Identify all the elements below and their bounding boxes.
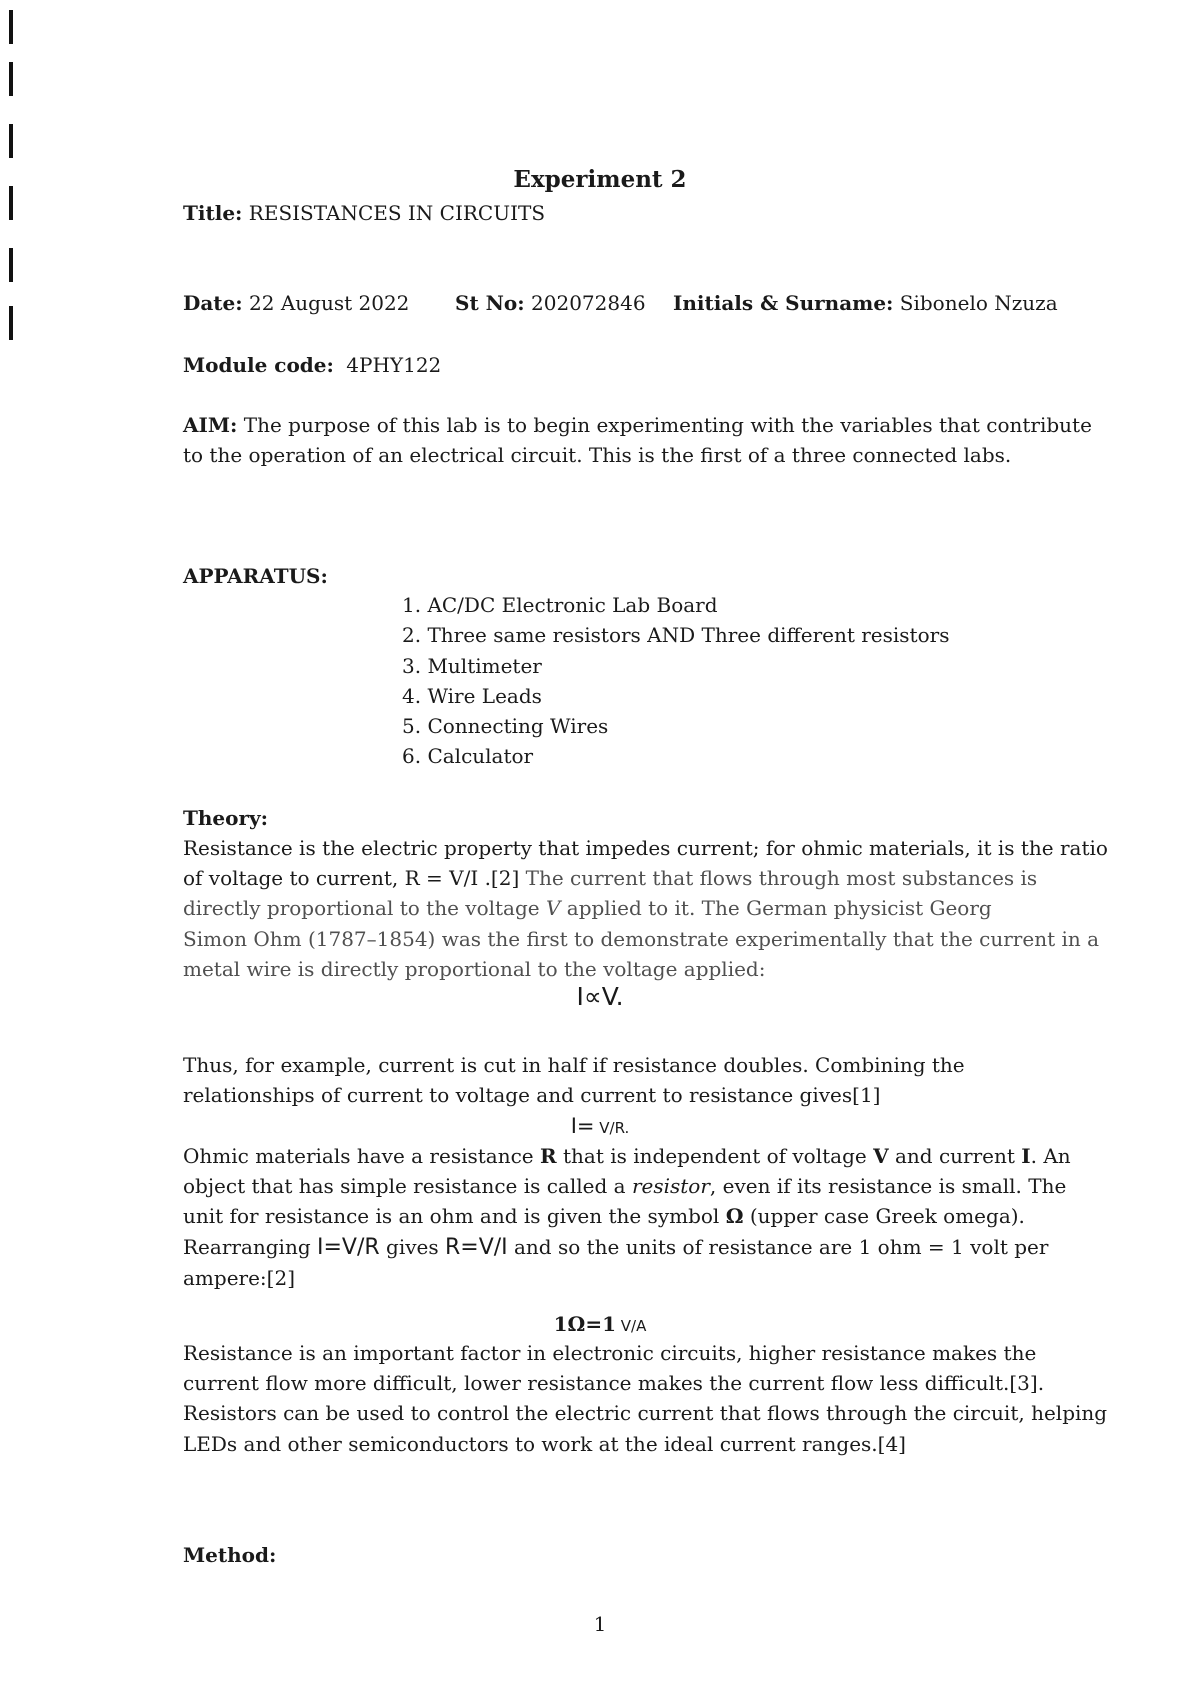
list-item: 3. Multimeter bbox=[402, 653, 542, 678]
theory-line: The current that flows through most substances is bbox=[519, 866, 1038, 891]
list-item: 4. Wire Leads bbox=[402, 683, 542, 708]
theory-line: directly proportional to the voltage bbox=[183, 896, 546, 921]
theory-paragraph-2 bbox=[183, 1050, 1063, 1110]
ohmic-text: gives bbox=[379, 1234, 445, 1259]
name-field bbox=[673, 288, 1058, 318]
equation-lhs: 1Ω=1 bbox=[553, 1312, 617, 1336]
equation-ohms-law bbox=[0, 1112, 1200, 1142]
theory-line: relationships of current to voltage and current to resistance gives[1] bbox=[183, 1083, 881, 1108]
ohmic-text: Rearranging bbox=[183, 1234, 317, 1259]
title-value: RESISTANCES IN CIRCUITS bbox=[248, 201, 546, 225]
revision-bar bbox=[9, 124, 13, 158]
ohmic-text: , even if its resistance is small. The bbox=[709, 1174, 1067, 1199]
theory-line: applied to it. The German physicist Georg bbox=[560, 896, 992, 921]
equation-ohm-unit bbox=[0, 1310, 1200, 1340]
date-label: Date: bbox=[183, 291, 243, 315]
theory-line: of voltage to current, R = V/I .[2] bbox=[183, 866, 520, 891]
ohmic-text: Ohmic materials have a resistance bbox=[183, 1144, 540, 1168]
module-code-field bbox=[183, 350, 441, 380]
equation-rhs: V/R. bbox=[594, 1119, 630, 1137]
list-item: 6. Calculator bbox=[402, 744, 534, 769]
ohmic-text: . An bbox=[1030, 1144, 1071, 1168]
aim-label: AIM: bbox=[183, 413, 238, 437]
revision-bar bbox=[9, 248, 13, 282]
title-line bbox=[183, 198, 545, 228]
variable-v: V bbox=[545, 896, 561, 921]
revision-bar bbox=[9, 10, 13, 44]
resistor-term: resistor bbox=[631, 1174, 710, 1199]
ohmic-text: that is independent of voltage bbox=[556, 1144, 874, 1168]
theory-line: Simon Ohm (1787–1854) was the first to demonstrate experimentally that the current in a bbox=[183, 926, 1100, 951]
theory-heading: Theory: bbox=[183, 806, 269, 830]
student-number-field bbox=[455, 288, 646, 318]
aim-line-2: to the operation of an electrical circuit. This is the first of a three connected labs. bbox=[183, 443, 1012, 468]
page-number: 1 bbox=[593, 1612, 607, 1636]
stno-label: St No: bbox=[455, 291, 525, 315]
variable-r: R bbox=[540, 1144, 557, 1168]
ohmic-text: and current bbox=[888, 1144, 1022, 1168]
ohmic-text: unit for resistance is an ohm and is given the symbol bbox=[183, 1204, 726, 1229]
theory-line: Resistance is an important factor in electronic circuits, higher resistance makes the bbox=[183, 1341, 1037, 1365]
ohmic-text: and so the units of resistance are 1 ohm = 1 volt per bbox=[507, 1234, 1049, 1259]
module-label: Module code: bbox=[183, 353, 334, 377]
aim-line-1: The purpose of this lab is to begin experimenting with the variables that contribute bbox=[243, 413, 1092, 437]
equation-rhs: V/A bbox=[616, 1317, 647, 1335]
aim-paragraph bbox=[183, 410, 1092, 470]
theory-line: Thus, for example, current is cut in half if resistance doubles. Combining the bbox=[183, 1053, 965, 1077]
equation-lhs: I= bbox=[570, 1114, 595, 1138]
name-value: Sibonelo Nzuza bbox=[899, 291, 1058, 315]
module-value: 4PHY122 bbox=[346, 353, 442, 377]
apparatus-heading: APPARATUS: bbox=[183, 564, 328, 588]
apparatus-list bbox=[402, 590, 949, 772]
theory-line: metal wire is directly proportional to the voltage applied: bbox=[183, 956, 766, 981]
list-item: 5. Connecting Wires bbox=[402, 714, 609, 739]
list-item: 2. Three same resistors AND Three different resistors bbox=[402, 623, 950, 648]
name-label: Initials & Surname: bbox=[673, 291, 894, 315]
title-label: Title: bbox=[183, 201, 243, 225]
theory-paragraph-1 bbox=[183, 833, 1108, 984]
date-value: 22 August 2022 bbox=[249, 291, 410, 315]
experiment-heading: Experiment 2 bbox=[513, 166, 687, 193]
equation-proportional: I∝V. bbox=[576, 982, 624, 1011]
variable-i: I bbox=[1021, 1144, 1031, 1168]
ohmic-paragraph bbox=[183, 1141, 1071, 1293]
ohmic-text: object that has simple resistance is called a bbox=[183, 1174, 632, 1199]
ohmic-text: (upper case Greek omega). bbox=[743, 1204, 1025, 1229]
theory-line: Resistors can be used to control the electric current that flows through the circuit, helping bbox=[183, 1401, 1108, 1426]
stno-value: 202072846 bbox=[531, 291, 646, 315]
date-field bbox=[183, 288, 409, 318]
revision-bar bbox=[9, 306, 13, 340]
theory-paragraph-3 bbox=[183, 1338, 1108, 1459]
variable-v: V bbox=[873, 1144, 889, 1168]
inline-equation: I=V/R bbox=[316, 1234, 380, 1260]
revision-bar bbox=[9, 62, 13, 96]
inline-equation: R=V/I bbox=[444, 1234, 508, 1260]
theory-line: Resistance is the electric property that impedes current; for ohmic materials, it is the ratio bbox=[183, 836, 1108, 860]
ohmic-text: ampere:[2] bbox=[183, 1265, 295, 1290]
theory-line: current flow more difficult, lower resistance makes the current flow less difficult.[3]. bbox=[183, 1371, 1045, 1396]
theory-line: LEDs and other semiconductors to work at the ideal current ranges.[4] bbox=[183, 1431, 906, 1456]
list-item: 1. AC/DC Electronic Lab Board bbox=[402, 593, 718, 617]
omega-symbol: Ω bbox=[725, 1204, 744, 1229]
method-heading: Method: bbox=[183, 1543, 277, 1567]
